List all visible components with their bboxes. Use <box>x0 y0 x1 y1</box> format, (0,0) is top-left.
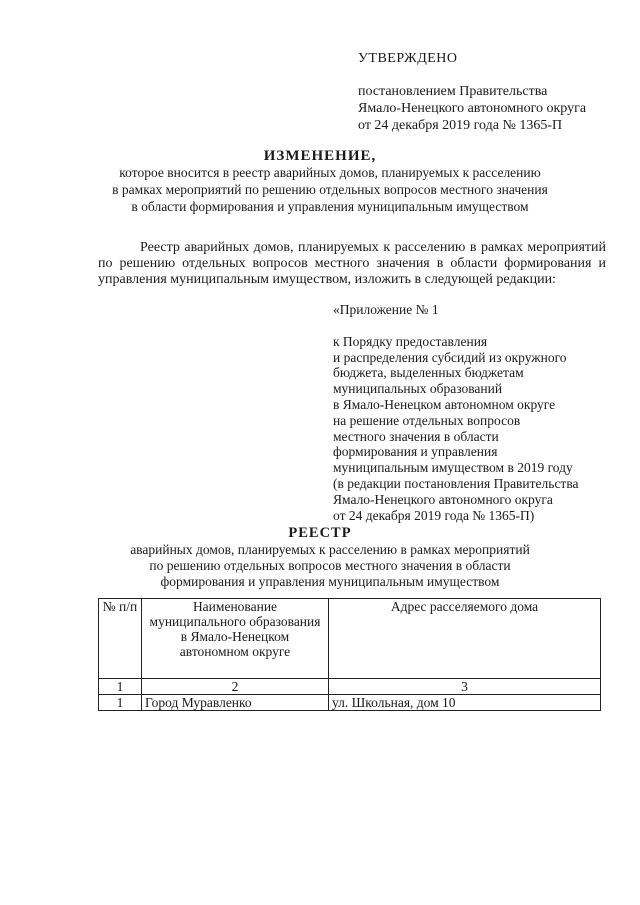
appendix-line: в Ямало-Ненецком автономном округе <box>333 396 556 412</box>
appendix-line: муниципальных образований <box>333 381 503 397</box>
header-address: Адрес расселяемого дома <box>329 599 601 679</box>
change-subtitle <box>60 164 600 215</box>
registry-subtitle-line: по решению отдельных вопросов местного значения в области <box>149 558 511 573</box>
change-title: ИЗМЕНЕНИЕ, <box>263 148 377 164</box>
appendix-line: Ямало-Ненецкого автономного округа <box>333 491 553 507</box>
table-header-row <box>99 599 601 679</box>
approval-line: от 24 декабря 2019 года № 1365-П <box>358 118 563 133</box>
change-subtitle-line: в области формирования и управления муниципальным имуществом <box>131 199 529 214</box>
header-num: № п/п <box>99 599 142 679</box>
row-municipality: Город Муравленко <box>142 695 329 711</box>
appendix-line: к Порядку предоставления <box>333 333 488 349</box>
index-cell: 3 <box>329 679 601 695</box>
body-paragraph-block <box>98 240 606 288</box>
appendix-line: муниципальным имуществом в 2019 году <box>333 460 573 476</box>
appendix-line: местного значения в области <box>333 428 499 444</box>
index-cell: 2 <box>142 679 329 695</box>
approval-heading: УТВЕРЖДЕНО <box>358 51 458 66</box>
change-subtitle-line: которое вносится в реестр аварийных домов, планируемых к расселению <box>119 165 541 180</box>
approval-line: постановлением Правительства <box>358 84 548 99</box>
appendix-block <box>333 302 579 523</box>
body-paragraph: Реестр аварийных домов, планируемых к расселению в рамках мероприятий по решению отдельных вопросов местного значения в области формирования и управления муниципальным имуществом, изложить в следующей редакции: <box>98 240 606 287</box>
appendix-line: (в редакции постановления Правительства <box>333 475 579 491</box>
appendix-line: формирования и управления <box>333 444 498 460</box>
registry-title: РЕЕСТР <box>288 525 352 541</box>
appendix-line: и распределения субсидий из окружного <box>333 349 567 365</box>
header-municipality: Наименование муниципального образования в Ямало-Ненецком автономном округе <box>142 599 329 679</box>
appendix-line: на решение отдельных вопросов <box>333 412 521 428</box>
appendix-line: от 24 декабря 2019 года № 1365-П) <box>333 507 535 523</box>
registry-subtitle-line: формирования и управления муниципальным имуществом <box>160 574 500 589</box>
table-row <box>99 695 601 711</box>
registry-table <box>98 598 601 711</box>
change-subtitle-line: в рамках мероприятий по решению отдельных вопросов местного значения <box>112 182 548 197</box>
approval-stamp <box>358 50 586 134</box>
table-index-row <box>99 679 601 695</box>
registry-subtitle-line: аварийных домов, планируемых к расселению в рамках мероприятий <box>130 542 530 557</box>
appendix-label: «Приложение № 1 <box>333 302 439 317</box>
index-cell: 1 <box>99 679 142 695</box>
registry-subtitle <box>60 542 600 590</box>
approval-line: Ямало-Ненецкого автономного округа <box>358 101 587 116</box>
row-address: ул. Школьная, дом 10 <box>329 695 601 711</box>
appendix-line: бюджета, выделенных бюджетам <box>333 365 524 381</box>
row-num: 1 <box>99 695 142 711</box>
